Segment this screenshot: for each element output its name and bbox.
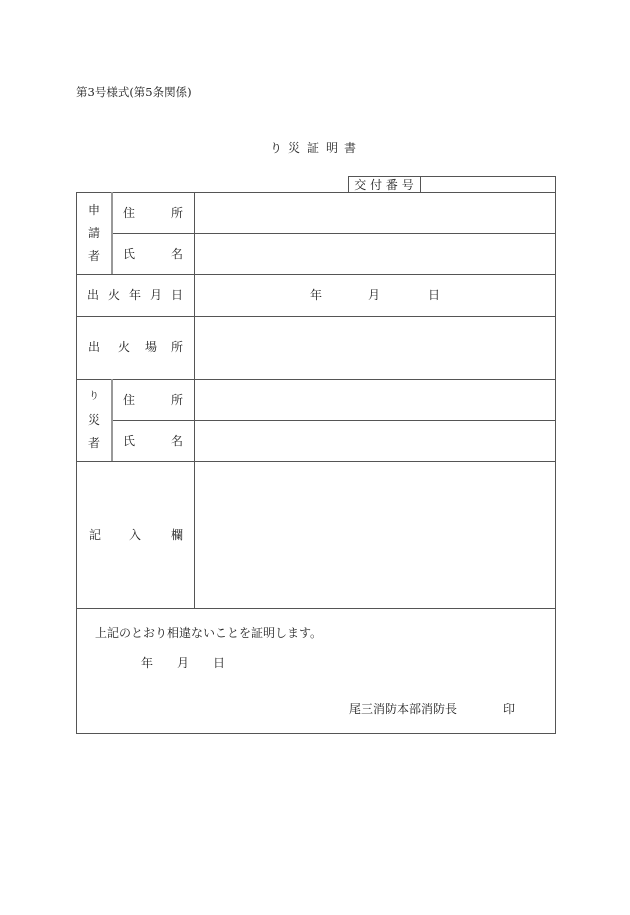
applicant-name-field[interactable] [196,235,554,273]
label-char: 者 [87,436,101,450]
certification-month[interactable]: 月 [176,656,190,670]
label-char: 災 [87,413,101,427]
label-char: 住 [122,393,136,407]
fire-date-month[interactable]: 月 [367,288,381,302]
label-char: 月 [149,288,163,302]
label-char: 火 [117,340,131,354]
issuer-name: 尾三消防本部消防長 [349,702,458,716]
fire-date-day[interactable]: 日 [427,288,441,302]
label-char: 住 [122,206,136,220]
victim-address-field[interactable] [196,381,554,419]
label-char: 出 [86,288,100,302]
applicant-address-field[interactable] [196,194,554,232]
certification-year[interactable]: 年 [140,656,154,670]
seal-mark: 印 [502,702,516,716]
fire-date-year[interactable]: 年 [309,288,323,302]
certification-day[interactable]: 日 [212,656,226,670]
form-number: 第3号様式(第5条関係) [76,85,192,99]
label-char: 入 [128,528,142,542]
label-char: 申 [87,203,101,217]
label-char: 記 [88,528,102,542]
label-char: 名 [170,434,184,448]
label-char: 所 [170,340,184,354]
label-char: 日 [170,288,184,302]
title-char: 明 [325,141,339,155]
label-char: 年 [128,288,142,302]
label-char: 出 [87,340,101,354]
title-char: 書 [343,141,357,155]
entry-field[interactable] [196,463,554,607]
label-char: 氏 [122,434,136,448]
label-char: 氏 [122,247,136,261]
title-char: 証 [306,141,320,155]
title-char: 災 [287,141,301,155]
issue-number-label: 交 付 番 号 [354,178,414,192]
label-char: 名 [170,247,184,261]
victim-name-field[interactable] [196,422,554,460]
fire-location-field[interactable] [196,318,554,378]
label-char: 者 [87,249,101,263]
title-char: り [269,141,283,155]
label-char: 欄 [170,528,184,542]
label-char: 場 [144,340,158,354]
label-char: 所 [170,393,184,407]
label-char: り [89,391,99,402]
label-char: 火 [107,288,121,302]
certification-statement: 上記のとおり相違ないことを証明します。 [95,626,323,640]
label-char: 所 [170,206,184,220]
label-char: 請 [87,226,101,240]
